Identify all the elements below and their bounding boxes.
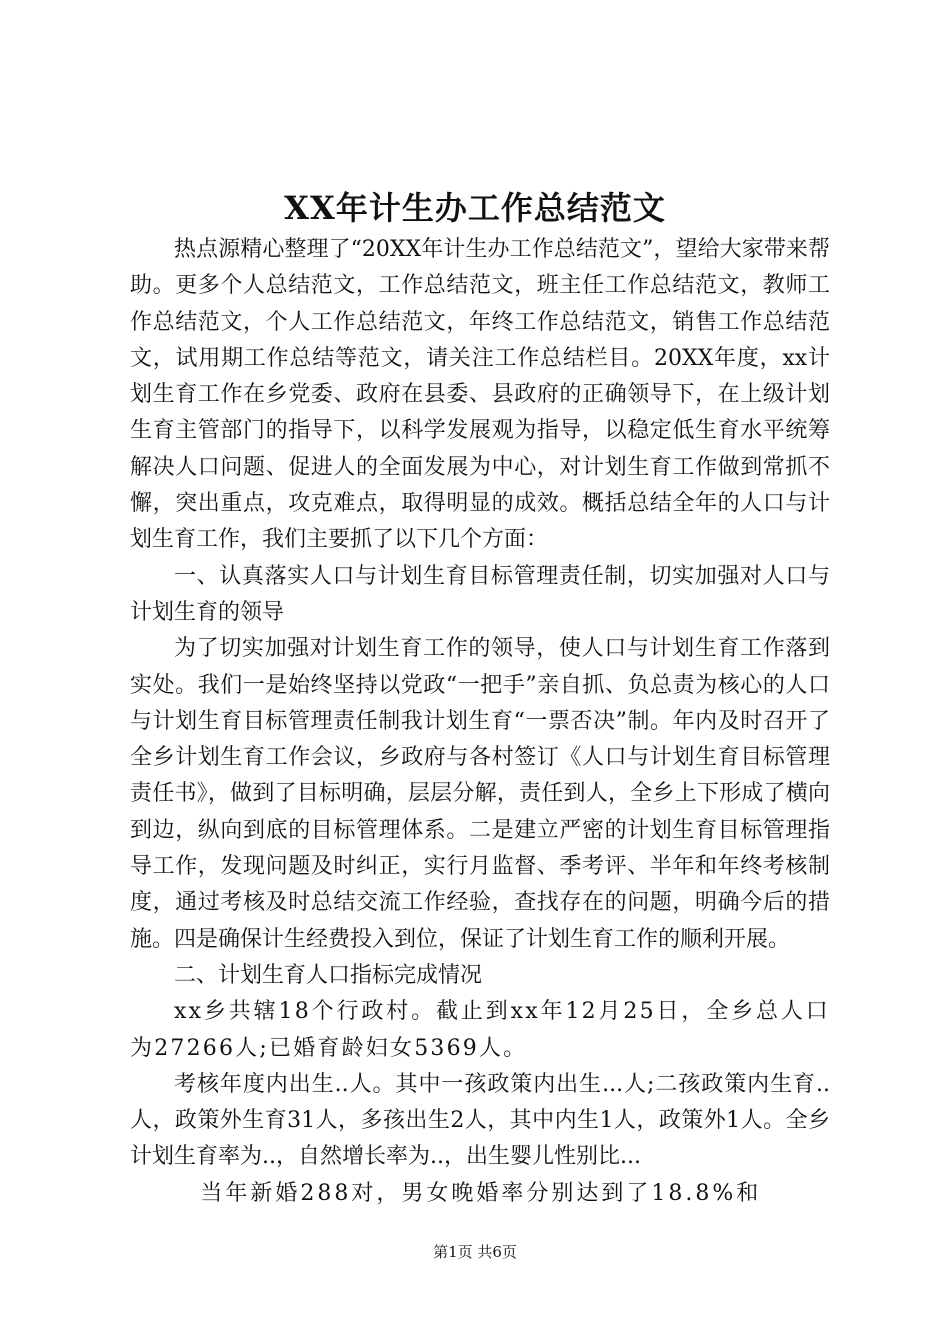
population-paragraph: xx乡共辖18个行政村。截止到xx年12月25日，全乡总人口为27266人;已婚育龄妇女5369人。: [130, 999, 830, 1061]
page-number-footer: 第1页 共6页: [433, 1243, 517, 1261]
section-heading-1: 一、认真落实人口与计划生育目标管理责任制，切实加强对人口与计划生育的领导: [130, 563, 830, 625]
document-title: XX年计生办工作总结范文: [284, 189, 666, 227]
section-1-paragraph: 为了切实加强对计划生育工作的领导，使人口与计划生育工作落到实处。我们一是始终坚持以党政“一把手”亲自抓、负总责为核心的人口与计划生育目标管理责任制我计划生育“一票否决”制。年内及时召开了全乡计划生育工作会议，乡政府与各村签订《人口与计划生育目标管理责任书》，做到了目标明确，层层分解，责任到人，全乡上下形成了横向到边，纵向到底的目标管理体系。二是建立严密的计划生育目标管理指导工作，发现问题及时纠正，实行月监督、季考评、半年和年终考核制度，通过考核及时总结交流工作经验，查找存在的问题，明确今后的措施。四是确保计生经费投入到位，保证了计划生育工作的顺利开展。: [130, 636, 830, 952]
document-body: [130, 232, 830, 1212]
intro-paragraph: 热点源精心整理了“20XX年计生办工作总结范文”，望给大家带来帮助。更多个人总结范文，工作总结范文，班主任工作总结范文，教师工作总结范文，个人工作总结范文，年终工作总结范文，销售工作总结范文，试用期工作总结等范文，请关注工作总结栏目。20XX年度，xx计划生育工作在乡党委、政府在县委、县政府的正确领导下，在上级计划生育主管部门的指导下，以科学发展观为指导，以稳定低生育水平统筹解决人口问题、促进人的全面发展为中心，对计划生育工作做到常抓不懈，突出重点，攻克难点，取得明显的成效。概括总结全年的人口与计划生育工作，我们主要抓了以下几个方面：: [130, 237, 830, 553]
section-heading-2: 二、计划生育人口指标完成情况: [174, 962, 483, 988]
births-paragraph: 考核年度内出生..人。其中一孩政策内出生...人;二孩政策内生育..人，政策外生育31人，多孩出生2人，其中内生1人，政策外1人。全乡计划生育率为..，自然增长率为..，出生婴儿性别比...: [130, 1071, 830, 1170]
marriage-paragraph: 当年新婚288对，男女晚婚率分别达到了18.8%和: [200, 1180, 762, 1206]
